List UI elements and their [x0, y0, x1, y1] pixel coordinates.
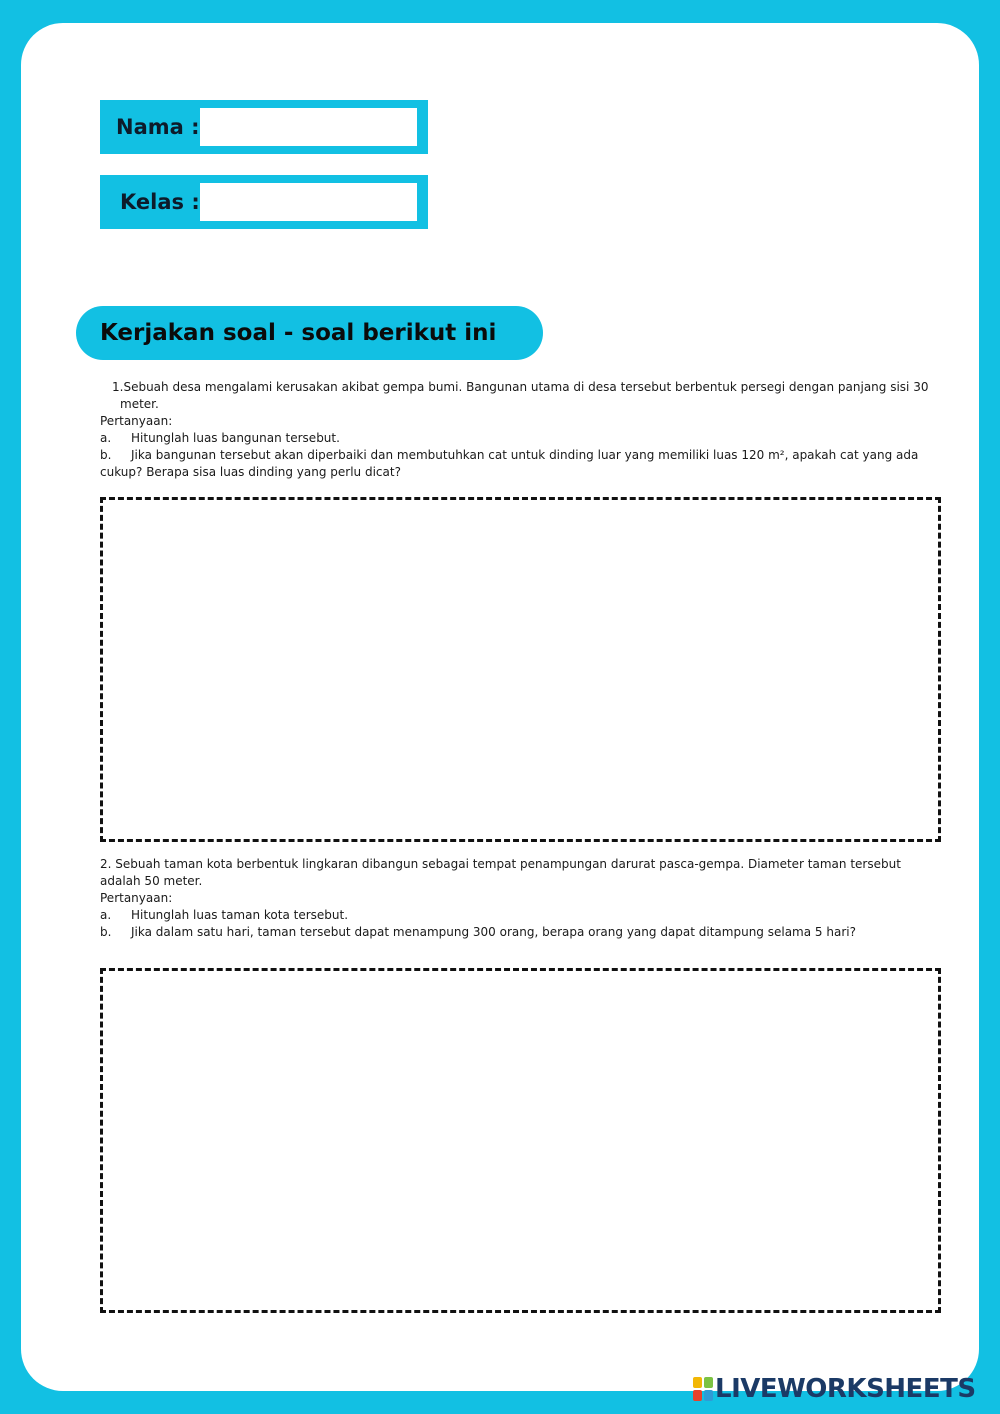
liveworksheets-logo — [693, 1374, 976, 1404]
question-1-intro: 1.Sebuah desa mengalami kerusakan akibat gempa bumi. Bangunan utama di desa tersebut berbentuk persegi dengan panjang sisi 30 meter. — [112, 380, 929, 411]
nama-label: Nama : — [116, 115, 200, 139]
question-1-number: 1. — [112, 380, 124, 394]
section-title-banner — [76, 306, 543, 360]
question-1-heading: Pertanyaan: — [100, 414, 173, 428]
section-title: Kerjakan soal - soal berikut ini — [100, 320, 497, 346]
question-2-a: a. Hitunglah luas taman kota tersebut. — [100, 908, 349, 922]
liveworksheets-wordmark: LIVEWORKSHEETS — [715, 1374, 976, 1404]
question-2 — [100, 856, 940, 941]
question-1-b: b. Jika bangunan tersebut akan diperbaiki dan membutuhkan cat untuk dinding luar yang memiliki luas 120 m², apakah cat yang ada cukup? Berapa sisa luas dinding yang perlu dicat? — [100, 448, 919, 479]
liveworksheets-logo-icon — [693, 1377, 713, 1401]
kelas-input[interactable] — [200, 183, 417, 221]
kelas-label: Kelas : — [120, 190, 200, 214]
question-2-heading: Pertanyaan: — [100, 891, 173, 905]
nama-field-group — [100, 100, 428, 154]
question-2-b: b. Jika dalam satu hari, taman tersebut dapat menampung 300 orang, berapa orang yang dapat ditampung selama 5 hari? — [100, 925, 856, 939]
nama-input[interactable] — [200, 108, 417, 146]
question-2-intro: 2. Sebuah taman kota berbentuk lingkaran dibangun sebagai tempat penampungan darurat pasca-gempa. Diameter taman tersebut adalah 50 meter. — [100, 857, 901, 888]
question-1 — [100, 379, 940, 481]
kelas-field-group — [100, 175, 428, 229]
answer-box-1[interactable] — [100, 497, 941, 842]
answer-box-2[interactable] — [100, 968, 941, 1313]
question-1-a: a. Hitunglah luas bangunan tersebut. — [100, 431, 340, 445]
